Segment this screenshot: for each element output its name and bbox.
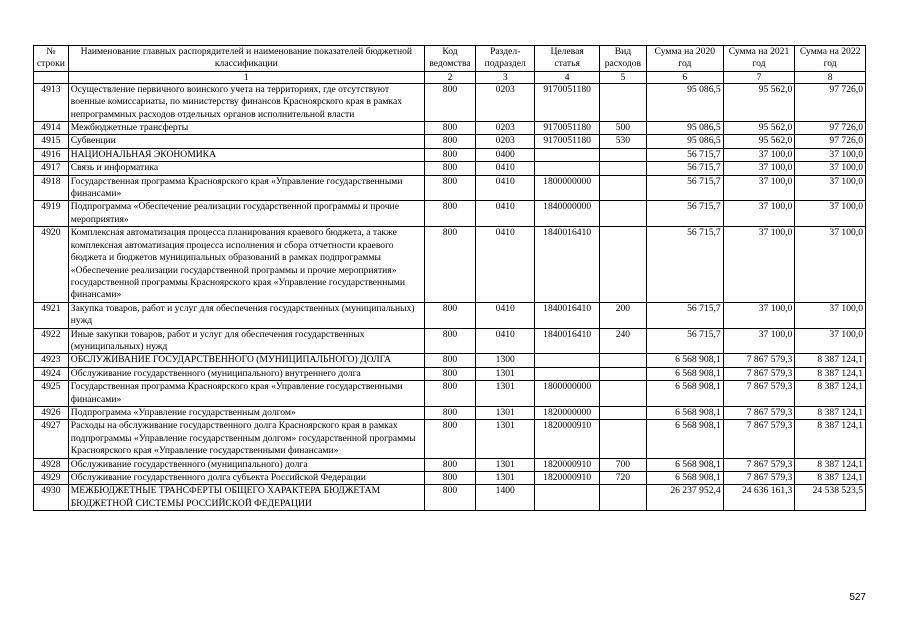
name-cell: Государственная программа Красноярского края «Управление государственными финансами»	[68, 381, 424, 407]
row-number-cell: 4916	[34, 148, 69, 161]
row-number-cell: 4913	[34, 83, 69, 121]
table-row	[34, 472, 866, 485]
section-cell: 0203	[476, 122, 535, 135]
sum-2022-cell: 37 100,0	[795, 148, 866, 161]
section-cell: 0410	[476, 162, 535, 175]
row-number-cell: 4929	[34, 472, 69, 485]
department-code-cell: 800	[424, 148, 475, 161]
table-row	[34, 227, 866, 302]
table-row	[34, 458, 866, 471]
target-article-cell: 9170051180	[535, 135, 599, 148]
expense-type-cell: 200	[599, 302, 646, 328]
sum-2020-cell: 6 568 908,1	[646, 472, 723, 485]
section-cell: 0410	[476, 175, 535, 201]
header-row-number: № строки	[34, 46, 69, 72]
department-code-cell: 800	[424, 122, 475, 135]
target-article-cell: 1820000910	[535, 458, 599, 471]
row-number-cell: 4920	[34, 227, 69, 302]
table-row	[34, 175, 866, 201]
row-number-cell: 4930	[34, 485, 69, 511]
column-number: 5	[599, 71, 646, 83]
expense-type-cell	[599, 175, 646, 201]
target-article-cell: 1820000910	[535, 420, 599, 458]
expense-type-cell	[599, 201, 646, 227]
row-number-cell: 4918	[34, 175, 69, 201]
section-cell: 0203	[476, 83, 535, 121]
row-number-cell: 4928	[34, 458, 69, 471]
table-row	[34, 148, 866, 161]
expense-type-cell: 240	[599, 328, 646, 354]
table-body	[34, 83, 866, 510]
table-row	[34, 162, 866, 175]
expense-type-cell	[599, 367, 646, 380]
sum-2022-cell: 37 100,0	[795, 302, 866, 328]
header-sum-2021: Сумма на 2021 год	[723, 46, 795, 72]
target-article-cell	[535, 148, 599, 161]
sum-2022-cell: 8 387 124,1	[795, 420, 866, 458]
header-name: Наименование главных распорядителей и наименование показателей бюджетной классификации	[68, 46, 424, 72]
name-cell: ОБСЛУЖИВАНИЕ ГОСУДАРСТВЕННОГО (МУНИЦИПАЛЬНОГО) ДОЛГА	[68, 354, 424, 367]
row-number-cell: 4924	[34, 367, 69, 380]
sum-2020-cell: 56 715,7	[646, 227, 723, 302]
sum-2020-cell: 6 568 908,1	[646, 406, 723, 419]
row-number-cell: 4919	[34, 201, 69, 227]
sum-2020-cell: 56 715,7	[646, 302, 723, 328]
name-cell: Обслуживание государственного (муниципального) внутреннего долга	[68, 367, 424, 380]
expense-type-cell	[599, 420, 646, 458]
row-number-cell: 4922	[34, 328, 69, 354]
target-article-cell: 1840016410	[535, 227, 599, 302]
expense-type-cell: 720	[599, 472, 646, 485]
sum-2020-cell: 6 568 908,1	[646, 381, 723, 407]
department-code-cell: 800	[424, 367, 475, 380]
name-cell: Обслуживание государственного (муниципального) долга	[68, 458, 424, 471]
table-header-row	[34, 46, 866, 72]
section-cell: 1301	[476, 406, 535, 419]
sum-2021-cell: 24 636 161,3	[723, 485, 795, 511]
section-cell: 0410	[476, 302, 535, 328]
department-code-cell: 800	[424, 162, 475, 175]
table-row	[34, 485, 866, 511]
department-code-cell: 800	[424, 458, 475, 471]
table-row	[34, 367, 866, 380]
target-article-cell: 1840016410	[535, 302, 599, 328]
sum-2021-cell: 37 100,0	[723, 302, 795, 328]
sum-2022-cell: 8 387 124,1	[795, 458, 866, 471]
name-cell: Закупка товаров, работ и услуг для обеспечения государственных (муниципальных) нужд	[68, 302, 424, 328]
row-number-cell: 4921	[34, 302, 69, 328]
expense-type-cell	[599, 485, 646, 511]
expense-type-cell	[599, 148, 646, 161]
sum-2021-cell: 7 867 579,3	[723, 458, 795, 471]
sum-2020-cell: 95 086,5	[646, 83, 723, 121]
row-number-cell: 4927	[34, 420, 69, 458]
target-article-cell: 1800000000	[535, 175, 599, 201]
department-code-cell: 800	[424, 302, 475, 328]
sum-2020-cell: 6 568 908,1	[646, 354, 723, 367]
section-cell: 0203	[476, 135, 535, 148]
column-number: 4	[535, 71, 599, 83]
department-code-cell: 800	[424, 328, 475, 354]
department-code-cell: 800	[424, 354, 475, 367]
expense-type-cell: 500	[599, 122, 646, 135]
sum-2022-cell: 37 100,0	[795, 162, 866, 175]
department-code-cell: 800	[424, 227, 475, 302]
sum-2022-cell: 97 726,0	[795, 122, 866, 135]
table-row	[34, 135, 866, 148]
sum-2022-cell: 37 100,0	[795, 227, 866, 302]
expense-type-cell	[599, 381, 646, 407]
name-cell: Обслуживание государственного долга субъекта Российской Федерации	[68, 472, 424, 485]
row-number-cell: 4925	[34, 381, 69, 407]
section-cell: 1301	[476, 458, 535, 471]
sum-2021-cell: 7 867 579,3	[723, 420, 795, 458]
sum-2022-cell: 8 387 124,1	[795, 406, 866, 419]
target-article-cell: 9170051180	[535, 122, 599, 135]
sum-2020-cell: 56 715,7	[646, 175, 723, 201]
sum-2022-cell: 97 726,0	[795, 83, 866, 121]
row-number-cell: 4914	[34, 122, 69, 135]
section-cell: 1301	[476, 367, 535, 380]
department-code-cell: 800	[424, 135, 475, 148]
name-cell: Подпрограмма «Управление государственным долгом»	[68, 406, 424, 419]
sum-2020-cell: 56 715,7	[646, 162, 723, 175]
name-cell: Иные закупки товаров, работ и услуг для обеспечения государственных (муниципальных) нужд	[68, 328, 424, 354]
name-cell: НАЦИОНАЛЬНАЯ ЭКОНОМИКА	[68, 148, 424, 161]
row-number-cell: 4923	[34, 354, 69, 367]
section-cell: 0410	[476, 201, 535, 227]
expense-type-cell: 530	[599, 135, 646, 148]
department-code-cell: 800	[424, 175, 475, 201]
row-number-cell: 4926	[34, 406, 69, 419]
expense-type-cell	[599, 406, 646, 419]
section-cell: 1300	[476, 354, 535, 367]
expense-type-cell	[599, 354, 646, 367]
department-code-cell: 800	[424, 83, 475, 121]
sum-2021-cell: 37 100,0	[723, 201, 795, 227]
target-article-cell: 1820000000	[535, 406, 599, 419]
department-code-cell: 800	[424, 472, 475, 485]
name-cell: Межбюджетные трансферты	[68, 122, 424, 135]
target-article-cell	[535, 485, 599, 511]
department-code-cell: 800	[424, 201, 475, 227]
header-target-article: Целевая статья	[535, 46, 599, 72]
sum-2022-cell: 37 100,0	[795, 328, 866, 354]
header-sum-2022: Сумма на 2022 год	[795, 46, 866, 72]
sum-2020-cell: 95 086,5	[646, 135, 723, 148]
sum-2022-cell: 8 387 124,1	[795, 367, 866, 380]
department-code-cell: 800	[424, 420, 475, 458]
department-code-cell: 800	[424, 406, 475, 419]
sum-2021-cell: 37 100,0	[723, 148, 795, 161]
table-row	[34, 201, 866, 227]
department-code-cell: 800	[424, 485, 475, 511]
target-article-cell	[535, 354, 599, 367]
target-article-cell	[535, 367, 599, 380]
row-number-cell: 4915	[34, 135, 69, 148]
section-cell: 1400	[476, 485, 535, 511]
table-row	[34, 83, 866, 121]
sum-2021-cell: 95 562,0	[723, 135, 795, 148]
sum-2021-cell: 37 100,0	[723, 227, 795, 302]
sum-2021-cell: 37 100,0	[723, 162, 795, 175]
sum-2021-cell: 7 867 579,3	[723, 354, 795, 367]
sum-2020-cell: 56 715,7	[646, 201, 723, 227]
column-number: 1	[68, 71, 424, 83]
section-cell: 0410	[476, 227, 535, 302]
name-cell: МЕЖБЮДЖЕТНЫЕ ТРАНСФЕРТЫ ОБЩЕГО ХАРАКТЕРА БЮДЖЕТАМ БЮДЖЕТНОЙ СИСТЕМЫ РОССИЙСКОЙ ФЕДЕРАЦИИ	[68, 485, 424, 511]
header-department-code: Код ведомства	[424, 46, 475, 72]
section-cell: 1301	[476, 381, 535, 407]
column-number	[34, 71, 69, 83]
section-cell: 1301	[476, 472, 535, 485]
column-number: 2	[424, 71, 475, 83]
sum-2021-cell: 7 867 579,3	[723, 367, 795, 380]
target-article-cell	[535, 162, 599, 175]
name-cell: Комплексная автоматизация процесса планирования краевого бюджета, а также комплексная автоматизация процесса исполнения и сбора отчетности краевого бюджета и бюджетов муниципальных образований в рамках подпрограммы «Обеспечение реализации государственной программы и прочие мероприятия» государственной программы Красноярского края «Управление государственными финансами»	[68, 227, 424, 302]
section-cell: 1301	[476, 420, 535, 458]
table-row	[34, 302, 866, 328]
sum-2020-cell: 6 568 908,1	[646, 420, 723, 458]
sum-2022-cell: 8 387 124,1	[795, 354, 866, 367]
sum-2020-cell: 56 715,7	[646, 328, 723, 354]
name-cell: Связь и информатика	[68, 162, 424, 175]
column-number: 3	[476, 71, 535, 83]
sum-2020-cell: 6 568 908,1	[646, 367, 723, 380]
expense-type-cell	[599, 227, 646, 302]
header-sum-2020: Сумма на 2020 год	[646, 46, 723, 72]
page-number: 527	[849, 592, 866, 603]
section-cell: 0400	[476, 148, 535, 161]
row-number-cell: 4917	[34, 162, 69, 175]
sum-2020-cell: 56 715,7	[646, 148, 723, 161]
sum-2021-cell: 95 562,0	[723, 83, 795, 121]
sum-2020-cell: 26 237 952,4	[646, 485, 723, 511]
table-row	[34, 381, 866, 407]
sum-2021-cell: 95 562,0	[723, 122, 795, 135]
department-code-cell: 800	[424, 381, 475, 407]
name-cell: Осуществление первичного воинского учета на территориях, где отсутствуют военные комиссариаты, по министерству финансов Красноярского края в рамках непрограммных расходов отдельных органов исполнительной власти	[68, 83, 424, 121]
budget-table	[33, 45, 866, 511]
sum-2021-cell: 37 100,0	[723, 328, 795, 354]
sum-2022-cell: 24 538 523,5	[795, 485, 866, 511]
sum-2022-cell: 37 100,0	[795, 175, 866, 201]
table-row	[34, 122, 866, 135]
expense-type-cell	[599, 162, 646, 175]
sum-2021-cell: 7 867 579,3	[723, 381, 795, 407]
expense-type-cell: 700	[599, 458, 646, 471]
expense-type-cell	[599, 83, 646, 121]
section-cell: 0410	[476, 328, 535, 354]
target-article-cell: 1800000000	[535, 381, 599, 407]
header-section: Раздел-подраздел	[476, 46, 535, 72]
name-cell: Расходы на обслуживание государственного долга Красноярского края в рамках подпрограммы «Управление государственным долгом» государственной программы Красноярского края «Управление государственными финансами»	[68, 420, 424, 458]
sum-2021-cell: 7 867 579,3	[723, 406, 795, 419]
column-number: 8	[795, 71, 866, 83]
sum-2022-cell: 37 100,0	[795, 201, 866, 227]
sum-2020-cell: 6 568 908,1	[646, 458, 723, 471]
name-cell: Государственная программа Красноярского края «Управление государственными финансами»	[68, 175, 424, 201]
target-article-cell: 1840016410	[535, 328, 599, 354]
table-row	[34, 406, 866, 419]
target-article-cell: 1840000000	[535, 201, 599, 227]
target-article-cell: 1820000910	[535, 472, 599, 485]
column-number: 7	[723, 71, 795, 83]
column-number: 6	[646, 71, 723, 83]
sum-2020-cell: 95 086,5	[646, 122, 723, 135]
table-row	[34, 328, 866, 354]
table-row	[34, 354, 866, 367]
sum-2021-cell: 7 867 579,3	[723, 472, 795, 485]
sum-2022-cell: 97 726,0	[795, 135, 866, 148]
table-row	[34, 420, 866, 458]
sum-2021-cell: 37 100,0	[723, 175, 795, 201]
name-cell: Субвенции	[68, 135, 424, 148]
column-number-row	[34, 71, 866, 83]
sum-2022-cell: 8 387 124,1	[795, 381, 866, 407]
name-cell: Подпрограмма «Обеспечение реализации государственной программы и прочие мероприятия»	[68, 201, 424, 227]
target-article-cell: 9170051180	[535, 83, 599, 121]
header-expense-type: Вид расходов	[599, 46, 646, 72]
sum-2022-cell: 8 387 124,1	[795, 472, 866, 485]
